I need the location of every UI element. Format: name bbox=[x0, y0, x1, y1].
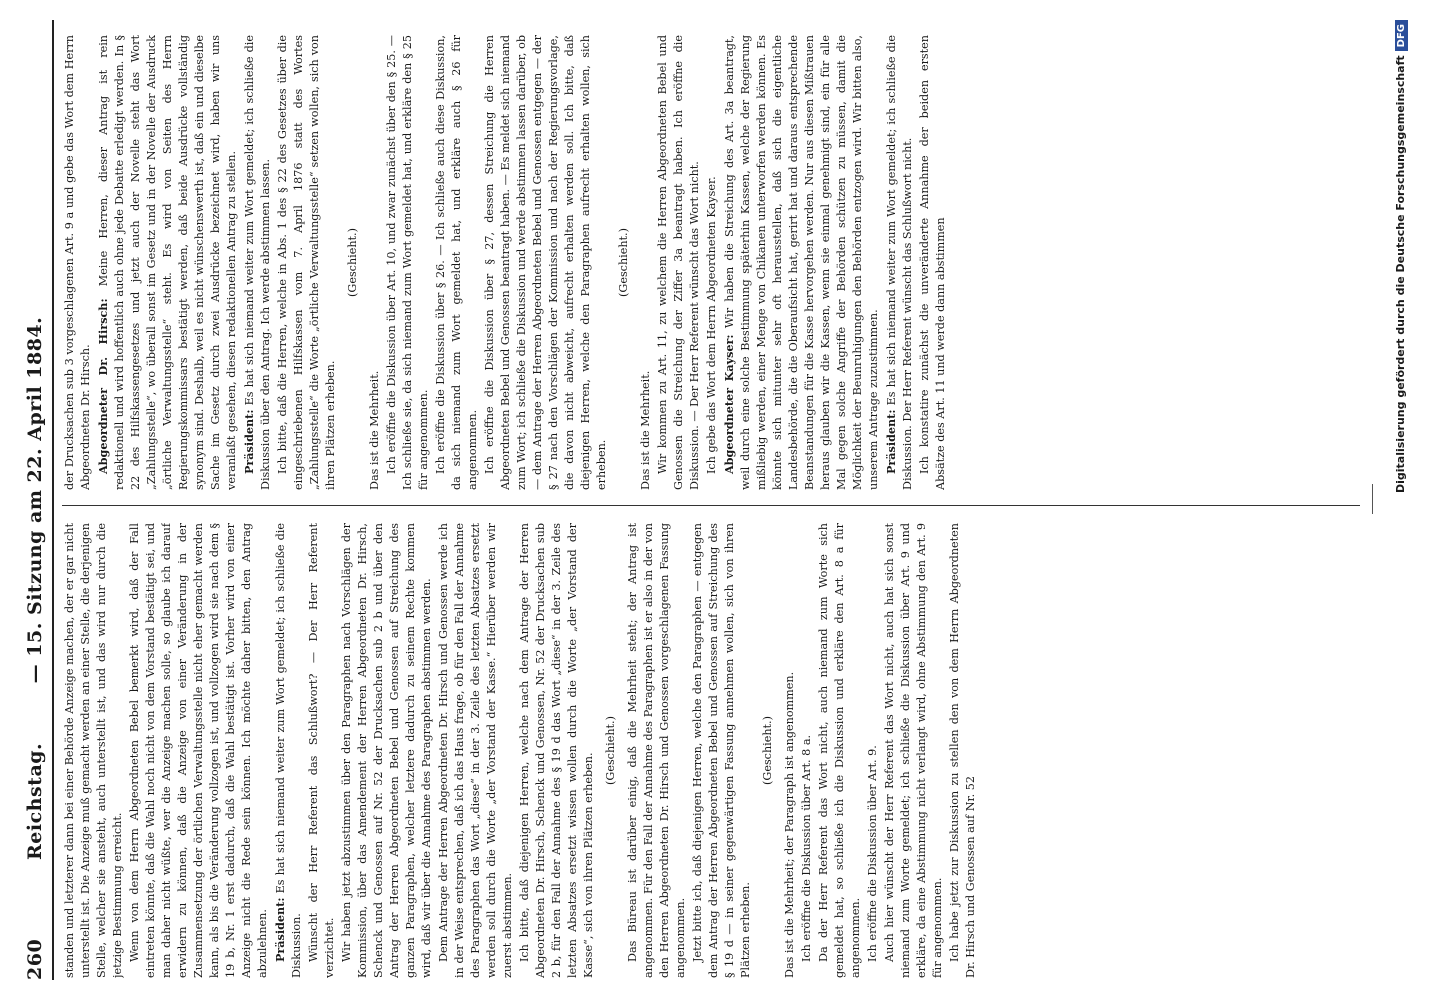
paragraph: Auch hier wünscht der Herr Referent das Wort nicht, auch hat sich sonst niemand zum Worte gemeldet; ich schließe die Diskussion über Art. 9 und erkläre, da eine Abstimmung nicht verlangt wird, ohne Abstimmung den Art. 9 für angenommen. bbox=[883, 523, 944, 978]
left-column bbox=[62, 523, 1360, 978]
paragraph: standen und letzterer dann bei einer Behörde Anzeige machen, der er gar nicht unterstellt ist. Die Anzeige muß gemacht werden an einer Stelle, die derjenigen Stelle, welcher sie ansteht, auch unterstellt ist, und das wird nur durch die jetzige Bestimmung erreicht. bbox=[63, 523, 124, 978]
speaker-label: Präsident: bbox=[884, 409, 898, 474]
page-header bbox=[22, 20, 54, 980]
paragraph: Wir kommen zu Art. 11, zu welchem die Herren Abgeordneten Bebel und Genossen die Streichung der Ziffer 3a beantragt haben. Ich eröffne die Diskussion. — Der Herr Referent wünscht das Wort nicht. bbox=[656, 35, 701, 490]
speaker-label: Präsident: bbox=[242, 409, 256, 474]
paragraph: Dem Antrage der Herren Abgeordneten Dr. Hirsch und Genossen werde ich in der Weise entsprechen, daß ich das Haus frage, ob für den Fall der Annahme des Paragraphen das Wort „diese“ in der 3. Zeile des letzten Absatzes ersetzt werden soll durch die Worte „der Vorstand der Kasse.“ Hierüber werden wir zuerst abstimmen. bbox=[437, 523, 514, 978]
stage-direction: (Geschieht.) bbox=[761, 716, 774, 785]
digitization-note bbox=[1394, 20, 1408, 493]
paragraph: Ich eröffne die Diskussion über Art. 10, und zwar zunächst über den § 25. — Ich schließe sie, da sich niemand zum Wort gemeldet hat, und erkläre den § 25 für angenommen. bbox=[385, 35, 430, 490]
paragraph: Ich bitte, daß diejenigen Herren, welche nach dem Antrage der Herren Abgeordneten Dr. Hirsch, Schenck und Genossen, Nr. 52 der Drucksachen sub 2 b, für den Fall der Annahme des § 19 d das Wort „diese“ in der 3. Zeile des letzten Absatzes ersetzt wissen wollen durch die Worte „der Vorstand der Kasse“, sich von ihren Plätzen erheben. bbox=[518, 523, 595, 978]
paragraph: Ich konstatire zunächst die unveränderte Annahme der beiden ersten Absätze des Art. 11 und werde dann abstimmen bbox=[918, 35, 947, 490]
header-session: — 15. Sitzung am 22. April 1884. bbox=[24, 316, 46, 684]
paragraph: Ich eröffne die Diskussion über Art. 8 a. bbox=[800, 734, 813, 962]
footer-rule bbox=[1372, 484, 1373, 514]
column-divider bbox=[62, 505, 1360, 506]
page-footer bbox=[1372, 20, 1414, 978]
paragraph: Ich eröffne die Diskussion über Art. 9. bbox=[866, 745, 879, 962]
paragraph: Es hat sich niemand weiter zum Wort gemeldet; ich schließe die Diskussion über den Antrag. Ich werde abstimmen lassen. bbox=[243, 35, 272, 490]
paragraph: Wenn von dem Herrn Abgeordneten Bebel bemerkt wird, daß der Fall eintreten könnte, daß die Wahl noch nicht von dem Vorstand bestätigt sei, und man daher nicht wüßte, wer die Anzeige machen solle, so glaube ich darauf erwidern zu können, daß die Anzeige von einer Veränderung in der Zusammensetzung der örtlichen Verwaltungsstelle nicht eher gemacht werden kann, als bis die Veränderung vollzogen ist, und vollzogen wird sie nach dem § 19 b, Nr. 1 erst dadurch, daß die Wahl bestätigt ist. Vorher wird von einer Anzeige nicht die Rede sein können. Ich möchte daher bitten, den Antrag abzulehnen. bbox=[128, 523, 269, 978]
stage-direction: (Geschieht.) bbox=[617, 228, 630, 297]
paragraph: Da der Herr Referent das Wort nicht, auch niemand zum Worte sich gemeldet hat, so schließe ich die Diskussion und erkläre den Art. 8 a für angenommen. bbox=[817, 523, 862, 978]
paragraph: Ich eröffne die Diskussion über § 27, dessen Streichung die Herren Abgeordneten Bebel und Genossen beantragt haben. — Es meldet sich niemand zum Wort; ich schließe die Diskussion und werde abstimmen lassen darüber, ob — dem Antrage der Herren Abgeordneten Bebel und Genossen entgegen — der § 27 nach den Vorschlägen der Kommission und nach der Regierungsvorlage, die davon nicht abweicht, aufrecht erhalten werden soll. Ich bitte, daß diejenigen Herren, welche den Paragraphen aufrecht erhalten wollen, sich erheben. bbox=[483, 35, 608, 490]
paragraph: Ich habe jetzt zur Diskussion zu stellen den von dem Herrn Abgeordneten Dr. Hirsch und Genossen auf Nr. 52 bbox=[948, 523, 977, 978]
header-chamber: Reichstag. bbox=[24, 742, 46, 860]
paragraph: Das ist die Mehrheit; der Paragraph ist angenommen. bbox=[783, 671, 796, 978]
paragraph: Es hat sich niemand weiter zum Wort gemeldet; ich schließe die Diskussion. bbox=[274, 523, 303, 978]
paragraph: der Drucksachen sub 3 vorgeschlagenen Art. 9 a und gebe das Wort dem Herrn Abgeordneten Dr. Hirsch. bbox=[63, 35, 92, 490]
paragraph: Das ist die Mehrheit. bbox=[368, 370, 381, 490]
speaker-label: Abgeordneter Kayser: bbox=[722, 334, 736, 474]
paragraph: Es hat sich niemand weiter zum Wort gemeldet; ich schließe die Diskussion. Der Herr Referent wünscht das Schlußwort nicht. bbox=[885, 35, 914, 490]
paragraph: Wir haben die Streichung des Art. 3a beantragt, weil durch eine solche Bestimmung späterhin Kassen, welche der Regierung mißliebig werden, einer Menge von Chikanen unterworfen werden können. Es könnte sich mitunter sehr oft herausstellen, daß sich die eigentliche Landesbehörde, die die Oberaufsicht hat, gerirt hat und daraus entsprechende Beanstandungen für die Kasse hervorgehen werden. Nur aus diesen Mißtrauen heraus glauben wir die Kassen, wenn sie einmal genehmigt sind, ein für alle Mal gegen solche Angriffe der Behörden schützen zu müssen, damit die Möglichkeit der Beunruhigungen den Behörden entzogen wird. Wir bitten also, unserem Antrage zuzustimmen. bbox=[723, 35, 880, 490]
dfg-logo: DFG bbox=[1395, 20, 1408, 51]
paragraph: Jetzt bitte ich, daß diejenigen Herren, welche den Paragraphen — entgegen dem Antrag der Herren Abgeordneten Bebel und Genossen auf Streichung des § 19 d — in seiner gegenwärtigen Fassung annehmen wollen, sich von ihren Plätzen erheben. bbox=[691, 523, 752, 978]
speaker-label: Abgeordneter Dr. Hirsch: bbox=[96, 298, 110, 474]
paragraph: Das Büreau ist darüber einig, daß die Mehrheit steht; der Antrag ist angenommen. Für den Fall der Annahme des Paragraphen ist er also in der von den Herren Abgeordneten Dr. Hirsch und Genossen vorgeschlagenen Fassung angenommen. bbox=[626, 523, 687, 978]
right-column bbox=[62, 35, 1360, 490]
stage-direction: (Geschieht.) bbox=[346, 228, 359, 297]
digitization-text: Digitalisierung gefördert durch die Deutsche Forschungsgemeinschaft bbox=[1394, 55, 1407, 494]
paragraph: Ich bitte, daß die Herren, welche in Abs. 1 des § 22 des Gesetzes über die eingeschriebenen Hilfskassen vom 7. April 1876 statt des Wortes „Zahlungsstelle“ die Worte „örtliche Verwaltungsstelle“ setzen wollen, sich von ihren Plätzen erheben. bbox=[276, 35, 337, 490]
paragraph: Ich gebe das Wort dem Herrn Abgeordneten Kayser. bbox=[705, 176, 718, 474]
paragraph: Ich eröffne die Diskussion über § 26. — Ich schließe auch diese Diskussion, da sich niemand zum Wort gemeldet hat, und erkläre auch § 26 für angenommen. bbox=[434, 35, 479, 490]
paragraph: Wir haben jetzt abzustimmen über den Paragraphen nach Vorschlägen der Kommission, über das Amendement der Herren Abgeordneten Dr. Hirsch, Schenck und Genossen auf Nr. 52 der Drucksachen sub 2 b und über den Antrag der Herren Abgeordneten Bebel und Genossen auf Streichung des ganzen Paragraphen, welcher letztere dadurch zu seinem Rechte kommen wird, daß wir über die Annahme des Paragraphen abstimmen werden. bbox=[340, 523, 433, 978]
paragraph: Das ist die Mehrheit. bbox=[639, 370, 652, 490]
page-number: 260 bbox=[24, 938, 46, 980]
paragraph: Wünscht der Herr Referent das Schlußwort? — Der Herr Referent verzichtet. bbox=[307, 523, 336, 978]
stage-direction: (Geschieht.) bbox=[604, 716, 617, 785]
paragraph: Meine Herren, dieser Antrag ist rein redaktionell und wird hoffentlich auch ohne jede Debatte erledigt werden. In § 22 des Hilfskassengesetzes und jetzt auch der Novelle steht das Wort „Zahlungsstelle“, wo überall sonst im Gesetz und in der Novelle der Ausdruck „örtliche Verwaltungsstelle“ steht. Es wird von Seiten des Herrn Regierungskommissars bestätigt werden, daß beide Ausdrücke vollständig synonym sind. Deshalb, weil es nicht wünschenswerth ist, daß ein und dieselbe Sache im Gesetz durch zwei Ausdrücke bezeichnet wird, haben wir uns veranlaßt gesehen, diesen redaktionellen Antrag zu stellen. bbox=[97, 35, 238, 490]
speaker-label: Präsident: bbox=[273, 897, 287, 962]
